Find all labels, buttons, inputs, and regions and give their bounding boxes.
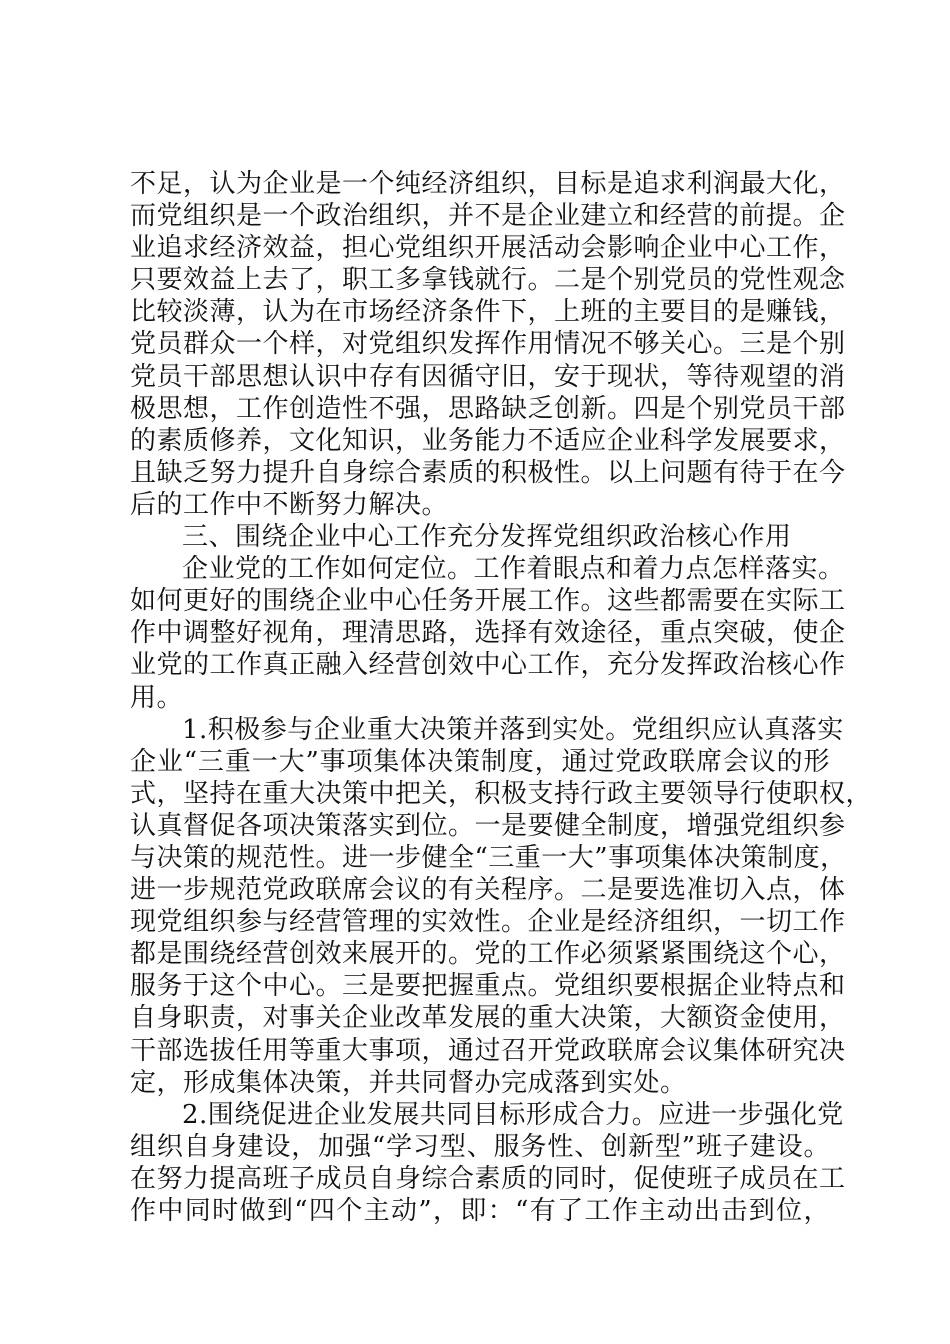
text-line: 作中同时做到“四个主动”，即：“有了工作主动出击到位， [130, 1196, 830, 1226]
text-line: 的素质修养，文化知识，业务能力不适应企业科学发展要求， [130, 425, 846, 456]
text-line: 干部选拔任用等重大事项，通过召开党政联席会议集体研究决 [130, 1035, 846, 1066]
text-line: 式，坚持在重大决策中把关，积极支持行政主要领导行使职权， [130, 778, 873, 809]
section-heading: 三、围绕企业中心工作充分发挥党组织政治核心作用 [182, 522, 792, 553]
paragraph-first-line: 1.积极参与企业重大决策并落到实处。党组织应认真落实 [182, 714, 844, 745]
text-line: 极思想，工作创造性不强，思路缺乏创新。四是个别党员干部 [130, 393, 846, 424]
text-line: 后的工作中不断努力解决。 [130, 489, 449, 520]
text-line: 党员群众一个样，对党组织发挥作用情况不够关心。三是个别 [130, 329, 846, 360]
text-line: 认真督促各项决策落实到位。一是要健全制度，增强党组织参 [130, 810, 846, 841]
text-line: 用。 [130, 682, 184, 713]
text-line: 不足，认为企业是一个纯经济组织，目标是追求利润最大化， [130, 169, 846, 199]
paragraph-first-line: 企业党的工作如何定位。工作着眼点和着力点怎样落实。 [182, 554, 845, 585]
text-line: 进一步规范党政联席会议的有关程序。二是要选准切入点，体 [130, 875, 846, 906]
text-line: 定，形成集体决策，并共同督办完成落到实处。 [130, 1067, 687, 1098]
text-line: 在努力提高班子成员自身综合素质的同时，促使班子成员在工 [130, 1163, 846, 1194]
text-line: 作中调整好视角，理清思路，选择有效途径，重点突破，使企 [130, 618, 846, 649]
text-line: 与决策的规范性。进一步健全“三重一大”事项集体决策制度， [130, 842, 847, 873]
text-line: 而党组织是一个政治组织，并不是企业建立和经营的前提。企 [130, 201, 846, 232]
text-line: 比较淡薄，认为在市场经济条件下，上班的主要目的是赚钱， [130, 297, 846, 328]
text-line: 如何更好的围绕企业中心任务开展工作。这些都需要在实际工 [130, 586, 846, 617]
text-line: 服务于这个中心。三是要把握重点。党组织要根据企业特点和 [130, 971, 846, 1002]
paragraph-first-line: 2.围绕促进企业发展共同目标形成合力。应进一步强化党 [182, 1099, 844, 1130]
text-line: 组织自身建设，加强“学习型、服务性、创新型”班子建设。 [130, 1131, 830, 1162]
text-line: 企业“三重一大”事项集体决策制度，通过党政联席会议的形 [130, 746, 830, 777]
text-line: 现党组织参与经营管理的实效性。企业是经济组织，一切工作 [130, 907, 846, 938]
text-line: 党员干部思想认识中存有因循守旧，安于现状，等待观望的消 [130, 361, 846, 392]
text-line: 且缺乏努力提升自身综合素质的积极性。以上问题有待于在今 [130, 457, 846, 488]
text-line: 只要效益上去了，职工多拿钱就行。二是个别党员的党性观念 [130, 265, 846, 296]
document-body [130, 168, 873, 1227]
text-line: 业追求经济效益，担心党组织开展活动会影响企业中心工作， [130, 233, 846, 264]
text-line: 都是围绕经营创效来展开的。党的工作必须紧紧围绕这个心， [130, 939, 846, 970]
text-line: 自身职责，对事关企业改革发展的重大决策，大额资金使用， [130, 1003, 846, 1034]
text-line: 业党的工作真正融入经营创效中心工作，充分发挥政治核心作 [130, 650, 846, 681]
